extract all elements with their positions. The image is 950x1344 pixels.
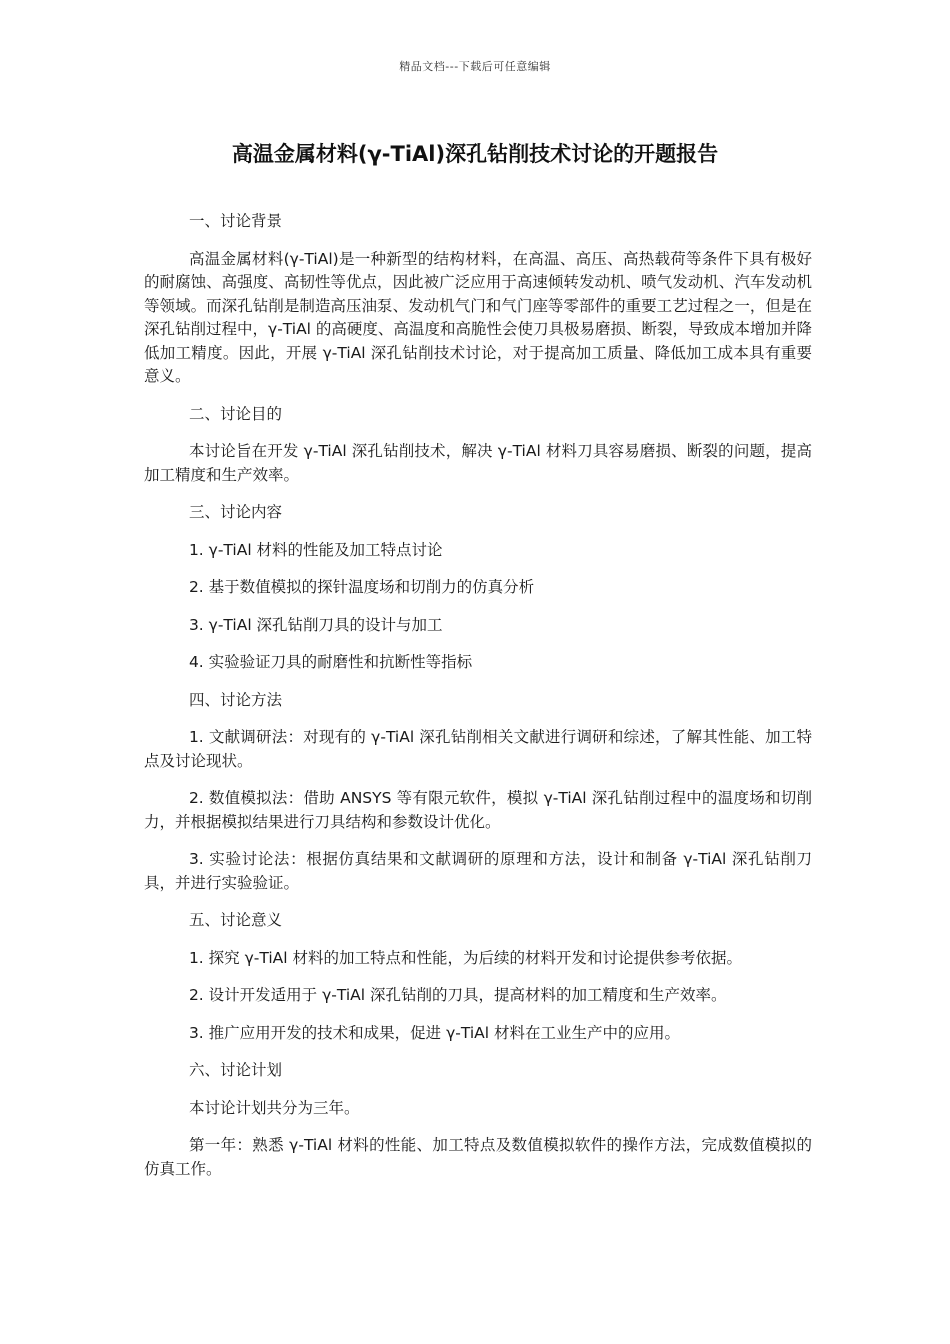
section-heading-background: 一、讨论背景 — [188, 212, 282, 230]
method-item: 3. 实验讨论法：根据仿真结果和文献调研的原理和方法，设计和制备 γ-TiAl 深孔钻削刀具，并进行实验验证。 — [144, 850, 812, 892]
section-heading-significance: 五、讨论意义 — [188, 911, 282, 929]
background-paragraph: 高温金属材料(γ-TiAl)是一种新型的结构材料，在高温、高压、高热载荷等条件下具有极好的耐腐蚀、高强度、高韧性等优点，因此被广泛应用于高速倾转发动机、喷气发动机、汽车发动机等领域。而深孔钻削是制造高压油泵、发动机气门和气门座等零部件的重要工艺过程之一，但是在深孔钻削过程中，γ-TiAl 的高硬度、高温度和高脆性会使刀具极易磨损、断裂，导致成本增加并降低加工精度。因此，开展 γ-TiAl 深孔钻削技术讨论，对于提高加工质量、降低加工成本具有重要意义。 — [144, 249, 812, 385]
section-heading-content: 三、讨论内容 — [188, 503, 282, 521]
plan-paragraph: 第一年：熟悉 γ-TiAl 材料的性能、加工特点及数值模拟软件的操作方法，完成数值模拟的仿真工作。 — [144, 1136, 812, 1178]
content-item: 2. 基于数值模拟的探针温度场和切削力的仿真分析 — [188, 578, 535, 596]
significance-item: 1. 探究 γ-TiAl 材料的加工特点和性能，为后续的材料开发和讨论提供参考依据。 — [188, 948, 742, 967]
content-item: 3. γ-TiAl 深孔钻削刀具的设计与加工 — [188, 615, 443, 634]
content-item: 1. γ-TiAl 材料的性能及加工特点讨论 — [188, 540, 443, 559]
section-heading-purpose: 二、讨论目的 — [188, 404, 282, 423]
purpose-paragraph: 本讨论旨在开发 γ-TiAl 深孔钻削技术，解决 γ-TiAl 材料刀具容易磨损、断裂的问题，提高加工精度和生产效率。 — [144, 442, 812, 484]
section-heading-methods: 四、讨论方法 — [188, 690, 282, 709]
significance-item: 2. 设计开发适用于 γ-TiAl 深孔钻削的刀具，提高材料的加工精度和生产效率。 — [188, 986, 727, 1004]
document-title: 高温金属材料(γ-TiAl)深孔钻削技术讨论的开题报告 — [231, 142, 719, 166]
header-note: 精品文档---下载后可任意编辑 — [399, 60, 551, 73]
method-item: 2. 数值模拟法：借助 ANSYS 等有限元软件，模拟 γ-TiAl 深孔钻削过程中的温度场和切削力，并根据模拟结果进行刀具结构和参数设计优化。 — [144, 789, 812, 831]
significance-item: 3. 推广应用开发的技术和成果，促进 γ-TiAl 材料在工业生产中的应用。 — [188, 1023, 680, 1042]
section-heading-plan: 六、讨论计划 — [188, 1061, 282, 1079]
method-item: 1. 文献调研法：对现有的 γ-TiAl 深孔钻削相关文献进行调研和综述，了解其性能、加工特点及讨论现状。 — [144, 728, 812, 770]
plan-paragraph: 本讨论计划共分为三年。 — [188, 1098, 360, 1117]
document-body — [144, 210, 812, 1195]
content-item: 4. 实验验证刀具的耐磨性和抗断性等指标 — [188, 653, 473, 671]
